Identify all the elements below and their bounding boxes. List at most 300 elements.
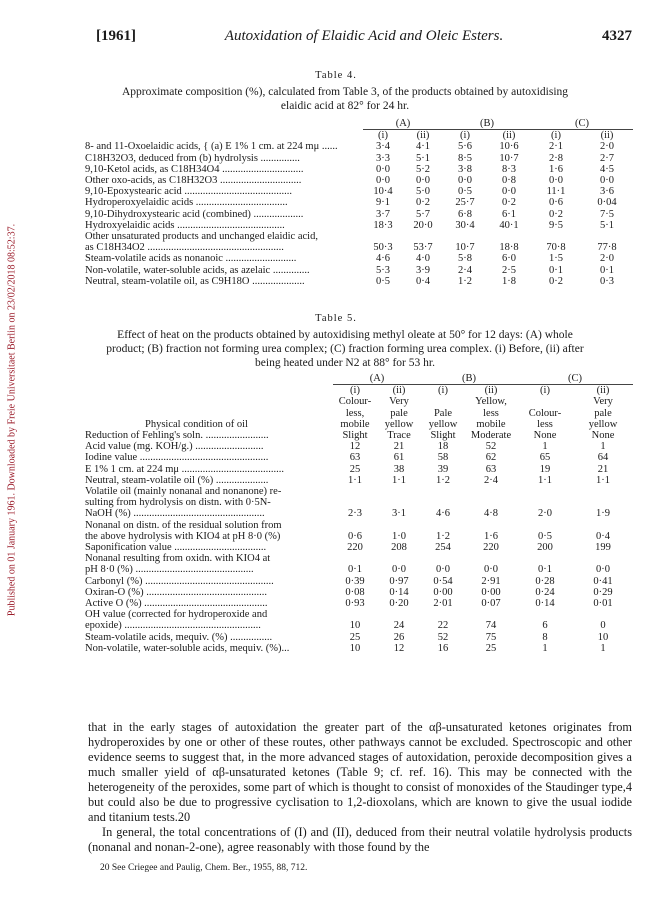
table-cell: 1·1 bbox=[348, 474, 362, 486]
table-cell bbox=[333, 486, 377, 497]
table-cell: 0·5 bbox=[376, 275, 390, 287]
table-cell: 208 bbox=[391, 542, 407, 554]
condition-cell: pale bbox=[390, 407, 408, 419]
subcol-header: (i) bbox=[517, 385, 573, 397]
table-cell: 0 bbox=[600, 620, 606, 632]
table-cell: 24 bbox=[393, 620, 405, 632]
table-cell: 2·4 bbox=[484, 474, 498, 486]
table-cell: 1 bbox=[542, 441, 548, 453]
table-cell: 0·00 bbox=[481, 586, 501, 598]
table-cell: 1·9 bbox=[596, 508, 610, 520]
table-cell bbox=[465, 553, 517, 564]
table-cell: 22 bbox=[437, 620, 449, 632]
row-label: epoxide) .................................................... bbox=[85, 620, 261, 632]
table-cell: 4·1 bbox=[416, 141, 430, 153]
table-cell bbox=[377, 553, 421, 564]
table-row bbox=[85, 564, 633, 575]
row-label: Nonanal resulting from oxidn. with KIO4 at bbox=[85, 553, 271, 565]
table-cell: 0·20 bbox=[389, 598, 409, 610]
table-cell bbox=[581, 231, 633, 242]
paragraph: In general, the total concentrations of (I) and (II), deduced from their neutral volatile hydrolysis products (nonanal and nonan-2-one), agree reasonably with those found by the bbox=[88, 825, 632, 854]
row-label: Volatile oil (mainly nonanal and nonanone) re- bbox=[85, 486, 282, 498]
table-cell: 62 bbox=[485, 452, 497, 464]
table-cell: 1·8 bbox=[502, 275, 516, 287]
table-cell: 18 bbox=[437, 441, 449, 453]
table-cell: 0·2 bbox=[416, 197, 430, 209]
table-cell bbox=[573, 486, 633, 497]
table-cell bbox=[531, 231, 581, 242]
table-cell: 6 bbox=[542, 620, 548, 632]
running-header bbox=[96, 28, 632, 50]
table-cell bbox=[421, 520, 465, 531]
condition-cell: Very bbox=[593, 396, 613, 408]
row-label: Hydroperoxyelaidic acids ................................... bbox=[85, 197, 288, 209]
table-cell: 6·1 bbox=[502, 208, 516, 220]
table-cell: 0·00 bbox=[433, 586, 453, 598]
table-cell: 4·5 bbox=[600, 163, 614, 175]
table-cell: 2·91 bbox=[481, 575, 501, 587]
table-row bbox=[85, 598, 633, 609]
table-cell: 0·04 bbox=[597, 197, 617, 209]
table-cell bbox=[333, 553, 377, 564]
table-cell: 52 bbox=[437, 631, 449, 643]
download-watermark bbox=[2, 120, 22, 720]
table-cell: 70·8 bbox=[546, 242, 566, 254]
group-header: (A) bbox=[395, 118, 411, 129]
table-cell: 50·3 bbox=[373, 242, 393, 254]
table-cell: 0·0 bbox=[392, 564, 406, 576]
group-header: (C) bbox=[568, 373, 582, 384]
table-cell: 2·4 bbox=[458, 264, 472, 276]
row-label: pH 8·0 (%) ............................................. bbox=[85, 564, 254, 576]
table-cell: None bbox=[591, 430, 615, 442]
table-row bbox=[85, 587, 633, 598]
table-cell: 1·1 bbox=[392, 474, 406, 486]
table-cell: 63 bbox=[349, 452, 361, 464]
table-cell: 220 bbox=[483, 542, 499, 554]
header-title: Autoxidation of Elaidic Acid and Oleic Esters. bbox=[224, 28, 504, 44]
condition-cell: Colour- bbox=[528, 407, 562, 419]
table-row bbox=[85, 265, 633, 276]
table-cell bbox=[465, 497, 517, 508]
table-cell: 5·2 bbox=[416, 163, 430, 175]
table-cell: 0·39 bbox=[345, 575, 365, 587]
table-cell: 0·2 bbox=[502, 197, 516, 209]
body-text bbox=[88, 720, 632, 855]
row-label: OH value (corrected for hydroperoxide and bbox=[85, 609, 268, 621]
table-cell: 1·2 bbox=[458, 275, 472, 287]
table-cell: 1·2 bbox=[436, 474, 450, 486]
table-cell: 0·8 bbox=[502, 175, 516, 187]
table-cell: 12 bbox=[393, 642, 405, 654]
subcol-header: (ii) bbox=[581, 130, 633, 142]
table-cell: 0·1 bbox=[538, 564, 552, 576]
table-cell: 0·0 bbox=[458, 175, 472, 187]
table-cell: 19 bbox=[539, 463, 551, 475]
table-cell: 52 bbox=[485, 441, 497, 453]
table-row bbox=[85, 175, 633, 186]
table-cell bbox=[517, 486, 573, 497]
table-cell: 5·0 bbox=[416, 186, 430, 198]
table-cell: 25 bbox=[485, 642, 497, 654]
table-cell: 0·6 bbox=[549, 197, 563, 209]
condition-cell: yellow bbox=[384, 418, 414, 430]
table-cell: 12 bbox=[349, 441, 361, 453]
table-row bbox=[85, 164, 633, 175]
table-row bbox=[85, 220, 633, 231]
table-cell: 1·1 bbox=[538, 474, 552, 486]
row-label: Non-volatile, water-soluble acids, mequiv. (%)... bbox=[85, 642, 290, 654]
table-cell: 2·8 bbox=[549, 152, 563, 164]
table-cell: 0·4 bbox=[596, 530, 610, 542]
table-cell: 2·01 bbox=[433, 598, 453, 610]
table-cell: 0·24 bbox=[535, 586, 555, 598]
table-cell: 0·08 bbox=[345, 586, 365, 598]
group-header: (B) bbox=[462, 373, 476, 384]
table-cell: 0·6 bbox=[348, 530, 362, 542]
table-cell: 16 bbox=[437, 642, 449, 654]
table-cell: 0·1 bbox=[600, 264, 614, 276]
table-row bbox=[85, 643, 633, 654]
table-cell: 10 bbox=[597, 631, 609, 643]
table-cell: 0·5 bbox=[458, 186, 472, 198]
group-header: (C) bbox=[575, 118, 589, 129]
table-cell: 4·6 bbox=[436, 508, 450, 520]
table-row bbox=[85, 464, 633, 475]
table-row bbox=[85, 141, 633, 152]
table-cell: 0·0 bbox=[376, 175, 390, 187]
table-cell: 0·5 bbox=[538, 530, 552, 542]
table-cell: 25 bbox=[349, 631, 361, 643]
subcol-header: (i) bbox=[443, 130, 487, 142]
table-cell bbox=[333, 520, 377, 531]
table-cell: 0·0 bbox=[600, 175, 614, 187]
table-cell bbox=[421, 486, 465, 497]
condition-cell: less, bbox=[345, 407, 365, 419]
table-cell: 5·3 bbox=[376, 264, 390, 276]
condition-cell: yellow bbox=[428, 418, 458, 430]
group-header-row bbox=[85, 118, 633, 130]
header-spacer bbox=[85, 373, 333, 385]
table-cell: 0·0 bbox=[484, 564, 498, 576]
condition-cell bbox=[421, 396, 465, 407]
table-cell: 75 bbox=[485, 631, 497, 643]
row-label: Oxiran-O (%) .............................................. bbox=[85, 586, 267, 598]
table-cell: 61 bbox=[393, 452, 405, 464]
table-row bbox=[85, 531, 633, 542]
subcol-header-row bbox=[85, 385, 633, 397]
table-cell: 2·5 bbox=[502, 264, 516, 276]
condition-cell: pale bbox=[594, 407, 612, 419]
table-cell: 0·29 bbox=[593, 586, 613, 598]
table-cell: 3·6 bbox=[600, 186, 614, 198]
header-spacer bbox=[85, 385, 333, 397]
header-year: [1961] bbox=[96, 28, 136, 44]
row-label: sulting from hydrolysis on distn. with 0·5N- bbox=[85, 497, 271, 509]
header-spacer bbox=[85, 130, 363, 142]
table-row bbox=[85, 486, 633, 497]
table-cell: 38 bbox=[393, 463, 405, 475]
row-label: Other unsaturated products and unchanged elaidic acid, bbox=[85, 231, 318, 243]
table-cell: 0·0 bbox=[416, 175, 430, 187]
table-cell: 30·4 bbox=[455, 219, 475, 231]
table-row bbox=[85, 209, 633, 220]
table-cell bbox=[333, 609, 377, 620]
row-label: 9,10-Ketol acids, as C18H34O4 ............................... bbox=[85, 163, 304, 175]
table-cell: 3·8 bbox=[458, 163, 472, 175]
table-cell: 53·7 bbox=[413, 242, 433, 254]
row-label: Saponification value ................................... bbox=[85, 542, 267, 554]
table-row bbox=[85, 632, 633, 643]
condition-cell: yellow bbox=[588, 418, 618, 430]
page-number: 4327 bbox=[602, 28, 632, 44]
table-cell: 5·1 bbox=[600, 219, 614, 231]
table-cell bbox=[443, 231, 487, 242]
condition-cell: Very bbox=[389, 396, 409, 408]
table-cell: 10 bbox=[349, 620, 361, 632]
footnote: 20 See Criegee and Paulig, Chem. Ber., 1955, 88, 712. bbox=[100, 863, 308, 873]
table-cell bbox=[517, 497, 573, 508]
table-cell: 1 bbox=[542, 642, 548, 654]
table-cell: 0·0 bbox=[502, 186, 516, 198]
table-cell: 199 bbox=[595, 542, 611, 554]
table4 bbox=[85, 118, 633, 287]
table-cell: 0·54 bbox=[433, 575, 453, 587]
table-cell: 10·7 bbox=[455, 242, 475, 254]
table-cell bbox=[517, 609, 573, 620]
row-label: as C18H34O2 .................................................... bbox=[85, 242, 284, 254]
table-cell: 1·1 bbox=[596, 474, 610, 486]
download-note: Published on 01 January 1961. Downloaded by Freie Universitaet Berlin on 23/02/2018 08:52:37. bbox=[6, 223, 18, 617]
row-label: Steam-volatile acids, mequiv. (%) ................ bbox=[85, 631, 273, 643]
row-label: Carbonyl (%) ................................................. bbox=[85, 575, 274, 587]
table-row bbox=[85, 609, 633, 620]
table-cell: 5·6 bbox=[458, 141, 472, 153]
table-cell: 2·0 bbox=[600, 253, 614, 265]
table-cell: 0·0 bbox=[596, 564, 610, 576]
table-cell: 2·7 bbox=[600, 152, 614, 164]
condition-cell: Pale bbox=[433, 407, 453, 419]
paragraph: that in the early stages of autoxidation the greater part of the αβ-unsaturated ketones originates from hydroperoxides by one or other of these routes, other pathways cannot be excluded. Spectroscopic and other evidence seems to suggest that, in the more advanced stages of autoxidation, peroxide decomposition gives a much smaller yield of αβ-unsaturated ketones (Table 9; cf. ref. 16). This may be connected with the heterogeneity of the peroxides, some part of which is thought to consist of monoxides of the Staudinger type,4 but could also be due to progressive cyclisation to 1,2-dioxolans, which are known to give the usual iodide and titanium tests.20 bbox=[88, 720, 632, 824]
table-cell bbox=[377, 520, 421, 531]
subcol-header: (ii) bbox=[573, 385, 633, 397]
table-cell: 5·7 bbox=[416, 208, 430, 220]
table-row bbox=[85, 430, 633, 441]
table-cell: 25 bbox=[349, 463, 361, 475]
condition-cell: Colour- bbox=[338, 396, 372, 408]
table-cell: 20·0 bbox=[413, 219, 433, 231]
row-label: Iodine value ................................................. bbox=[85, 452, 269, 464]
table4-label: Table 4. bbox=[315, 70, 357, 81]
table-row bbox=[85, 242, 633, 253]
table-row bbox=[85, 475, 633, 486]
table-cell: 3·4 bbox=[376, 141, 390, 153]
row-label: the above hydrolysis with KIO4 at pH 8·0 (%) bbox=[85, 530, 281, 542]
table-cell: 220 bbox=[347, 542, 363, 554]
table-cell: 11·1 bbox=[546, 186, 566, 198]
table4-caption: Approximate composition (%), calculated from Table 3, of the products obtained by autoxidising elaidic acid at 82° for 24 hr. bbox=[121, 86, 569, 112]
table-cell: 21 bbox=[597, 463, 609, 475]
table-row bbox=[85, 553, 633, 564]
condition-cell: less bbox=[537, 418, 553, 430]
table-row bbox=[85, 276, 633, 287]
row-label: Neutral, steam-volatile oil, as C9H18O .................... bbox=[85, 275, 305, 287]
table-cell: 10·6 bbox=[499, 141, 519, 153]
condition-cell: Yellow, bbox=[475, 396, 507, 408]
table-cell bbox=[403, 231, 443, 242]
table-cell: 25·7 bbox=[455, 197, 475, 209]
row-label: Neutral, steam-volatile oil (%) .................... bbox=[85, 474, 269, 486]
row-label: Steam-volatile acids as nonanoic ........................... bbox=[85, 253, 297, 265]
table5-caption: Effect of heat on the products obtained by autoxidising methyl oleate at 50° for 12 days: (A) whole product; (B) fraction not forming urea complex; (C) fraction forming urea complex. (i) Before, (ii) after being heated under N2 at 88° for 53 hr. bbox=[106, 329, 584, 369]
table-cell bbox=[517, 520, 573, 531]
table-cell: 10·7 bbox=[499, 152, 519, 164]
table-row bbox=[85, 620, 633, 631]
table-cell: 0·93 bbox=[345, 598, 365, 610]
table-cell: 0·0 bbox=[376, 163, 390, 175]
group-header: (A) bbox=[369, 373, 385, 384]
group-header-row bbox=[85, 373, 633, 385]
table-row bbox=[85, 197, 633, 208]
table-cell: 74 bbox=[485, 620, 497, 632]
row-label: Active O (%) ............................................... bbox=[85, 598, 268, 610]
table-row bbox=[85, 441, 633, 452]
table-cell: 18·3 bbox=[373, 219, 393, 231]
table-cell: 0·3 bbox=[600, 275, 614, 287]
table-cell: 40·1 bbox=[499, 219, 519, 231]
table-row bbox=[85, 576, 633, 587]
table-cell: 10 bbox=[349, 642, 361, 654]
condition-row bbox=[85, 419, 633, 430]
table-cell: 65 bbox=[539, 452, 551, 464]
table-cell: 2·1 bbox=[549, 141, 563, 153]
table-row bbox=[85, 497, 633, 508]
condition-cell: less bbox=[483, 407, 499, 419]
table-cell: Slight bbox=[430, 430, 456, 442]
table-cell: 4·6 bbox=[376, 253, 390, 265]
table-cell: 0·14 bbox=[389, 586, 409, 598]
table-cell bbox=[363, 231, 403, 242]
table-cell: 3·1 bbox=[392, 508, 406, 520]
table-row bbox=[85, 520, 633, 531]
table-cell bbox=[517, 553, 573, 564]
row-label: 9,10-Epoxystearic acid ......................................... bbox=[85, 186, 293, 198]
table-cell: Trace bbox=[387, 430, 411, 442]
table-cell: 8 bbox=[542, 631, 548, 643]
table-cell: 2·0 bbox=[600, 141, 614, 153]
row-label: Hydroxyelaidic acids ......................................... bbox=[85, 219, 285, 231]
table-cell bbox=[377, 497, 421, 508]
table-cell bbox=[421, 553, 465, 564]
condition-cell: mobile bbox=[340, 418, 370, 430]
subcol-header: (ii) bbox=[403, 130, 443, 142]
table-cell: 1 bbox=[600, 642, 606, 654]
table-cell bbox=[573, 553, 633, 564]
subcol-header: (ii) bbox=[487, 130, 531, 142]
subcol-header: (ii) bbox=[465, 385, 517, 397]
table-cell bbox=[377, 609, 421, 620]
table-cell: 58 bbox=[437, 452, 449, 464]
table-cell: 0·2 bbox=[549, 275, 563, 287]
table-cell: 0·0 bbox=[549, 175, 563, 187]
table-cell: 1·2 bbox=[436, 530, 450, 542]
condition-cell: mobile bbox=[476, 418, 506, 430]
table-row bbox=[85, 231, 633, 242]
table-cell: 0·1 bbox=[549, 264, 563, 276]
table-cell: 1 bbox=[600, 441, 606, 453]
table-cell bbox=[487, 231, 531, 242]
table-cell bbox=[333, 497, 377, 508]
row-label: NaOH (%) .................................................. bbox=[85, 508, 265, 520]
table-cell: Moderate bbox=[470, 430, 512, 442]
subcol-header: (i) bbox=[363, 130, 403, 142]
table-row bbox=[85, 186, 633, 197]
table-cell: 6·0 bbox=[502, 253, 516, 265]
table-cell bbox=[421, 609, 465, 620]
table-cell: 21 bbox=[393, 441, 405, 453]
table-cell bbox=[573, 520, 633, 531]
row-label: E 1% 1 cm. at 224 mμ ....................................... bbox=[85, 463, 284, 475]
table-cell: 63 bbox=[485, 463, 497, 475]
table-cell: 8·3 bbox=[502, 163, 516, 175]
row-label: Nonanal on distn. of the residual solution from bbox=[85, 519, 282, 531]
condition-row bbox=[85, 396, 633, 407]
table-cell: Slight bbox=[342, 430, 368, 442]
table-row bbox=[85, 542, 633, 553]
table-cell: 4·8 bbox=[484, 508, 498, 520]
row-label: Acid value (mg. KOH/g.) .......................... bbox=[85, 441, 264, 453]
table-cell: 6·8 bbox=[458, 208, 472, 220]
table-cell: 3·9 bbox=[416, 264, 430, 276]
table-cell: 1·6 bbox=[484, 530, 498, 542]
table-cell: 9·1 bbox=[376, 197, 390, 209]
table-cell: 1·0 bbox=[392, 530, 406, 542]
table-cell: 9·5 bbox=[549, 219, 563, 231]
condition-cell bbox=[517, 396, 573, 407]
subcol-header: (i) bbox=[531, 130, 581, 142]
row-label: Reduction of Fehling's soln. ........................ bbox=[85, 430, 269, 442]
table-cell: 0·28 bbox=[535, 575, 555, 587]
table-cell: 3·7 bbox=[376, 208, 390, 220]
condition-label bbox=[85, 408, 333, 419]
table-cell bbox=[465, 486, 517, 497]
header-spacer bbox=[85, 118, 363, 130]
table-cell: 3·3 bbox=[376, 152, 390, 164]
table-cell: 5·8 bbox=[458, 253, 472, 265]
group-header: (B) bbox=[480, 118, 494, 129]
table-cell: 1·6 bbox=[549, 163, 563, 175]
table-cell: 39 bbox=[437, 463, 449, 475]
table-cell: 0·2 bbox=[549, 208, 563, 220]
table-cell: 10·4 bbox=[373, 186, 393, 198]
table-row bbox=[85, 452, 633, 463]
table-row bbox=[85, 153, 633, 164]
table-cell: 254 bbox=[435, 542, 451, 554]
row-label: Other oxo-acids, as C18H32O3 ............................... bbox=[85, 175, 302, 187]
table-cell: 8·5 bbox=[458, 152, 472, 164]
table-cell bbox=[465, 520, 517, 531]
subcol-header: (i) bbox=[333, 385, 377, 397]
table-cell bbox=[573, 497, 633, 508]
table-cell: 0·41 bbox=[593, 575, 613, 587]
table5 bbox=[85, 373, 633, 654]
table-cell: 7·5 bbox=[600, 208, 614, 220]
condition-row bbox=[85, 408, 633, 419]
table-cell bbox=[465, 609, 517, 620]
row-label: C18H32O3, deduced from (b) hydrolysis ............... bbox=[85, 152, 300, 164]
row-label: 8- and 11-Oxoelaidic acids, { (a) E 1% 1 cm. at 224 mμ ...... bbox=[85, 141, 338, 153]
table-cell: 64 bbox=[597, 452, 609, 464]
